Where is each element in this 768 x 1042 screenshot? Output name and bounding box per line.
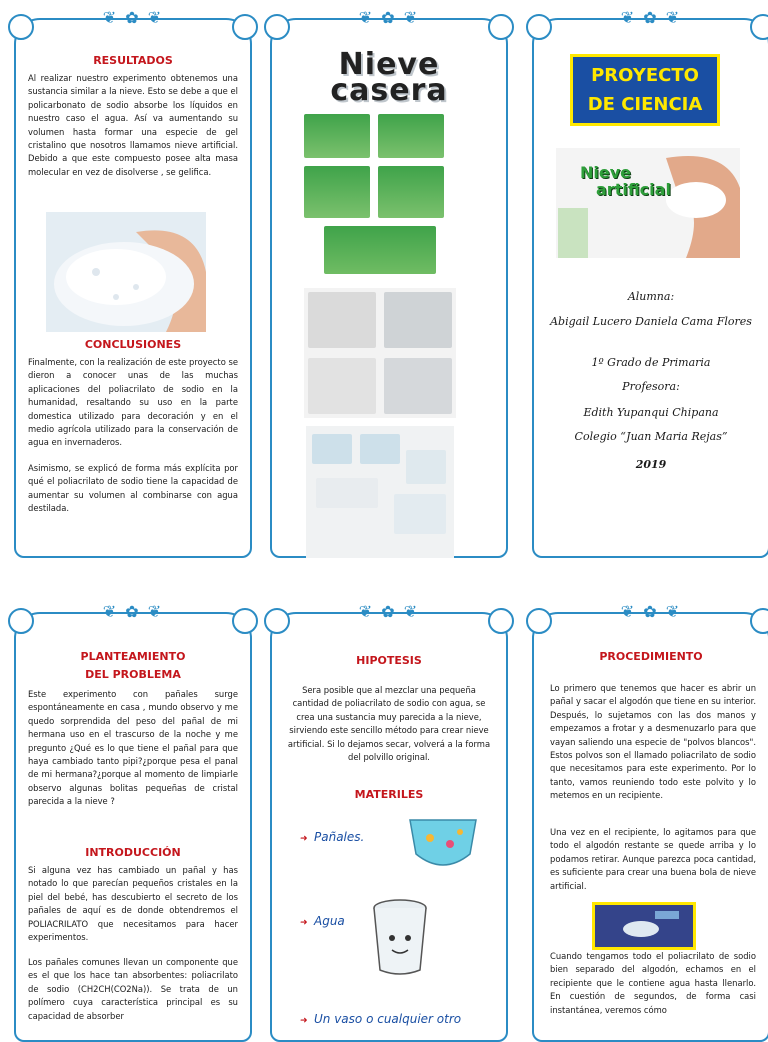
arrow-bullet-icon: ➜ — [300, 918, 308, 928]
image-title-line-2: artificial — [596, 180, 671, 199]
hipotesis-text: Sera posible que al mezclar una pequeña cantidad de poliacrilato de sodio con agua, se crea una sustancia muy parecida a la nieve, sirviendo este sencillo método para crear nieve artificial. Si lo dejamos secar, volverá a la forma del polvillo original. — [287, 685, 491, 763]
introduccion-heading: INTRODUCCIÓN — [85, 846, 181, 859]
powder-photo-2 — [384, 292, 452, 348]
panel-portada — [532, 8, 768, 558]
alumna-name: Abigail Lucero Daniela Cama Flores — [550, 315, 752, 328]
artificial-snow-photo — [556, 148, 740, 258]
introduccion-text-1: Si alguna vez has cambiado un pañal y has notado lo que parecían pequeños cristales en la piel del bebé, has descubierto el secreto de los pañales de aquí es de donde obtendremos el POLIACRILATO que necesitamos para hacer experimentos. — [28, 865, 238, 943]
planteamiento-heading-line-1: PLANTEAMIENTO — [80, 650, 186, 663]
photo-grid-powder — [304, 288, 456, 418]
planteamiento-text: Este experimento con pañales surge espontáneamente en casa , mundo observo y me quedo sorprendida del peso del pañal de mi hermana uso en el trascurso de la noche y me pregunto ¿Qué es lo que tiene el pañal para que haya cambiado tanto pipi?¿porque pesa el panal de mi hermana?¿porque al momento de limpiarle observo algunas bolitas pequeñas de cristal parecida a la nieve ? — [28, 689, 238, 807]
wheat-ornament-icon: ❦ ✿ ❦ — [620, 8, 682, 27]
beaker-photo-3 — [304, 166, 370, 218]
grade: 1º Grado de Primaria — [591, 356, 711, 369]
process-photo-4 — [316, 478, 378, 508]
powder-photo-4 — [384, 358, 452, 414]
wheat-ornament-icon: ❦ ✿ ❦ — [102, 8, 164, 27]
container-photo — [592, 902, 696, 950]
project-title-line-2: DE CIENCIA — [587, 94, 703, 115]
resultados-heading: RESULTADOS — [93, 54, 173, 67]
snow-hand-photo — [46, 212, 206, 332]
wheat-ornament-icon: ❦ ✿ ❦ — [358, 602, 420, 621]
profesora-label: Profesora: — [622, 380, 680, 393]
photo-grid-steps — [300, 110, 450, 278]
alumna-label: Alumna: — [627, 290, 675, 303]
arrow-bullet-icon: ➜ — [300, 1016, 308, 1026]
wheat-ornament-icon: ❦ ✿ ❦ — [358, 8, 420, 27]
panel-nieve-casera — [270, 8, 508, 558]
materiales-heading: MATERILES — [354, 788, 424, 801]
title-line-1: Nieve — [338, 47, 440, 82]
diaper-icon — [406, 814, 480, 874]
process-photo-5 — [394, 494, 446, 534]
water-glass-icon — [360, 894, 440, 978]
material-label: Un vaso o cualquier otro — [314, 1012, 462, 1026]
beaker-photo-2 — [378, 114, 444, 158]
process-photo-1 — [312, 434, 352, 464]
container-illustration — [595, 905, 693, 947]
project-title-box — [570, 54, 720, 126]
panel-planteamiento — [14, 602, 252, 1042]
beaker-photo-1 — [304, 114, 370, 158]
procedimiento-heading: PROCEDIMIENTO — [599, 650, 703, 663]
colegio: Colegio “Juan Maria Rejas” — [574, 430, 728, 443]
planteamiento-heading-line-2: DEL PROBLEMA — [85, 668, 181, 681]
material-item-agua — [300, 908, 480, 988]
resultados-text: Al realizar nuestro experimento obtenemos una sustancia similar a la nieve. Esto se debe a que el policarbonato de sodio absorbe los líquidos en nuestro caso el agua. Así va aumentando su volumen hasta formar una especie de gel cristalino que nosotros llamamos nieve artificial. Debido a que este compuesto posee alta masa molecular en vez de disolverse , se gelifica. — [28, 73, 238, 177]
title-line-2: casera — [330, 73, 448, 108]
process-photo-3 — [406, 450, 446, 484]
conclusiones-text-2: Asimismo, se explicó de forma más explícita por qué el poliacrilato de sodio tiene la capacidad de aumentar su volumen al combinarse con agua destilada. — [28, 463, 238, 514]
year: 2019 — [635, 458, 667, 471]
material-label: Agua — [314, 914, 345, 928]
material-label: Pañales. — [314, 830, 365, 844]
wheat-ornament-icon: ❦ ✿ ❦ — [620, 602, 682, 621]
process-photo-2 — [360, 434, 400, 464]
wheat-ornament-icon: ❦ ✿ ❦ — [102, 602, 164, 621]
panel-resultados — [14, 8, 252, 558]
material-item-vaso — [300, 1012, 490, 1032]
photo-diagram-process — [306, 426, 454, 558]
image-title-line-1: Nieve — [580, 163, 632, 182]
hipotesis-heading: HIPOTESIS — [356, 654, 422, 667]
material-item-panales — [300, 824, 480, 884]
snow-pour-photo — [324, 226, 436, 274]
procedimiento-text-1: Lo primero que tenemos que hacer es abrir un pañal y sacar el algodón que tiene en su interior. Después, lo sujetamos con las dos manos y empezamos a frotar y a desmenuzarlo para que vayan saliendo una especie de "polvos blancos". Estos polvos son el llamado poliacrilato de sodio que necesitamos para este experimento. Por lo tanto, vamos reuniendo todo este polvito y lo metemos en un recipiente. — [550, 683, 756, 801]
procedimiento-text-3: Cuando tengamos todo el poliacrilato de sodio bien separado del algodón, echamos en el recipiente que le contiene agua hasta llenarlo. En cuestión de segundos, de forma casi instantánea, veremos cómo — [550, 951, 756, 1015]
arrow-bullet-icon: ➜ — [300, 834, 308, 844]
conclusiones-text-1: Finalmente, con la realización de este proyecto se dieron a conocer unas de las muchas aplicaciones del poliacrilato de sodio en la humanidad, resaltando su uso en la parte domestica utilizado para decoración y en el medio agrícola utilizado para la conservación de agua en invernaderos. — [28, 357, 238, 448]
conclusiones-heading: CONCLUSIONES — [84, 338, 182, 351]
snow-in-hand-illustration — [46, 212, 206, 332]
beaker-photo-4 — [378, 166, 444, 218]
introduccion-text-2: Los pañales comunes llevan un componente que es el que los hace tan absorbentes: poliacrilato de sodio (CH2CH(CO2Na)). Se trata de un polímero cuya característica principal es su capacidad de absorber — [28, 957, 238, 1021]
artificial-snow-caption — [580, 164, 671, 198]
powder-photo-1 — [308, 292, 376, 348]
profesora-name: Edith Yupanqui Chipana — [583, 406, 719, 419]
powder-photo-3 — [308, 358, 376, 414]
panel-hipotesis — [270, 602, 508, 1042]
project-title-line-1: PROYECTO — [591, 65, 699, 86]
procedimiento-text-2: Una vez en el recipiente, lo agitamos para que todo el algodón restante se quede arriba y lo podamos retirar. Aunque parezca poca cantidad, es suficiente para crear una buena bola de nieve artificial. — [550, 827, 756, 891]
panel-procedimiento — [532, 602, 768, 1042]
nieve-casera-title — [270, 47, 508, 108]
